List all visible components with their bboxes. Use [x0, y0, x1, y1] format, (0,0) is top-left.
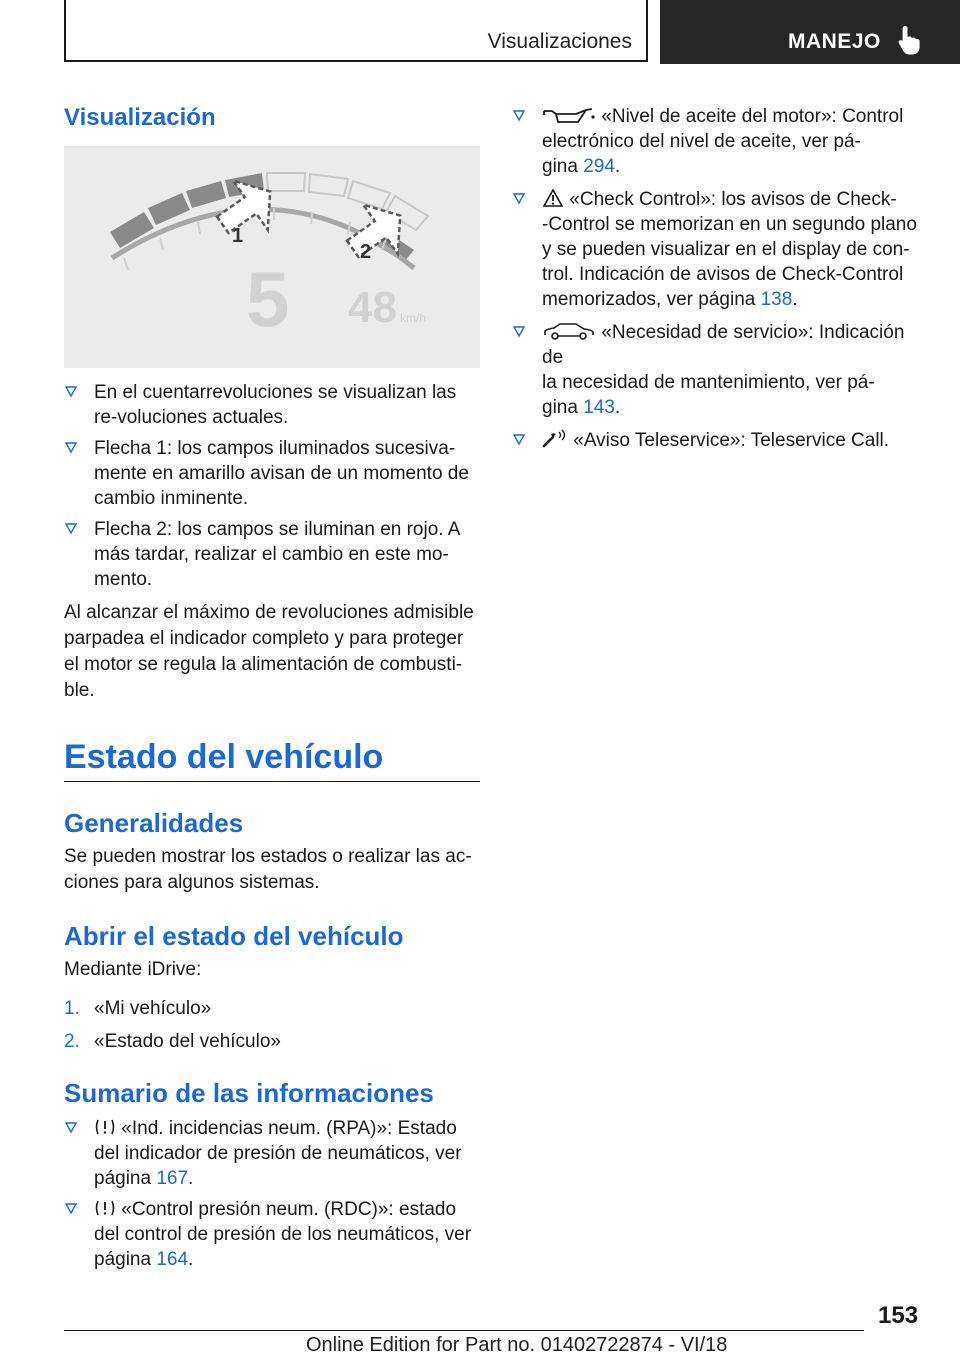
item-text-b: -Control se memorizan en un segundo plano y se pueden visualizar en el display de con-trol. Indicación de avisos de Check-Control memorizados, ver página	[542, 214, 917, 310]
page-number: 153	[878, 1302, 919, 1329]
bullet-triangle-icon	[512, 109, 526, 123]
bullet-triangle-icon	[64, 441, 78, 455]
tire-pressure-icon	[94, 1117, 116, 1137]
bullet-triangle-icon	[512, 325, 526, 339]
sumario-text-b: del control de presión de los neumáticos, ver	[94, 1224, 472, 1245]
bullet-triangle-icon	[64, 522, 78, 536]
arrow-1-label: 1	[232, 225, 244, 247]
heading-sumario: Sumario de las informaciones	[64, 1078, 434, 1108]
sumario-text-c: página	[94, 1168, 157, 1189]
item-text-a: «Nivel de aceite del motor»: Control	[601, 106, 904, 127]
footer-edition: Online Edition for Part no. 01402722874 - VI/18	[306, 1334, 728, 1356]
rev-counter-illustration	[64, 146, 480, 368]
list-item: «Check Control»: los avisos de Check- -Control se memorizan en un segundo plano y se pueden visualizar en el display de con-trol. Indicación de avisos de Check-Control memorizados, ver página 138.	[512, 187, 928, 312]
item-text-a: «Necesidad de servicio»: Indicación de	[542, 322, 905, 368]
bullet-triangle-icon	[512, 433, 526, 447]
step-number: 1.	[64, 998, 80, 1019]
car-service-icon	[542, 321, 596, 341]
item-text-b: electrónico del nivel de aceite, ver pá-	[542, 131, 861, 152]
page-link[interactable]: 143	[583, 397, 615, 418]
oil-can-icon	[542, 105, 596, 125]
list-item	[64, 517, 480, 592]
hand-pointer-icon	[896, 24, 924, 56]
heading-abrir: Abrir el estado del vehículo	[64, 921, 404, 951]
page-link[interactable]: 138	[760, 289, 793, 310]
generalidades-text: Se pueden mostrar los estados o realizar las ac-ciones para algunos sistemas.	[64, 846, 472, 893]
item-text-c: gina	[542, 397, 584, 418]
steps-list	[64, 996, 480, 1054]
list-item	[64, 996, 480, 1021]
item-text-a: «Aviso Teleservice»: Teleservice Call.	[573, 430, 890, 451]
sumario-list	[64, 1116, 480, 1272]
arrow-2-label: 2	[360, 241, 372, 263]
section-title: Visualizaciones	[487, 30, 632, 53]
page-link[interactable]: 167	[156, 1168, 189, 1189]
heading-visualizacion: Visualización	[64, 104, 216, 131]
paragraph-max-revs: Al alcanzar el máximo de revoluciones admisible parpadea el indicador completo y para proteger el motor se regula la alimentación de combusti-ble.	[64, 602, 474, 701]
bullet-triangle-icon	[64, 385, 78, 399]
list-item	[64, 436, 480, 511]
tire-pressure-icon	[94, 1198, 116, 1218]
chapter-title: MANEJO	[788, 30, 881, 53]
heading-generalidades: Generalidades	[64, 808, 244, 838]
list-item	[512, 428, 928, 453]
list-item: «Control presión neum. (RDC)»: estado del control de presión de los neumáticos, ver página 164.	[64, 1197, 480, 1272]
item-text-b: la necesidad de mantenimiento, ver pá-	[542, 372, 875, 393]
warning-triangle-icon	[542, 188, 564, 208]
speed-unit: km/h	[400, 311, 427, 325]
chapter-tab	[660, 0, 960, 64]
right-column	[512, 104, 928, 453]
step-number: 2.	[64, 1031, 80, 1052]
teleservice-icon	[542, 429, 568, 449]
page-link[interactable]: 294	[583, 156, 615, 177]
bullet-triangle-icon	[64, 1202, 78, 1216]
list-item: «Necesidad de servicio»: Indicación de la necesidad de mantenimiento, ver pá- gina 143.	[512, 320, 928, 420]
visualizacion-bullets	[64, 380, 480, 704]
list-item: «Nivel de aceite del motor»: Control electrónico del nivel de aceite, ver pá- gina 294.	[512, 104, 928, 179]
heading-rule	[64, 781, 480, 782]
list-item	[64, 1029, 480, 1054]
footer-rule	[64, 1330, 864, 1331]
list-item	[64, 380, 480, 430]
bullet-triangle-icon	[64, 1121, 78, 1135]
header-frame	[64, 0, 648, 62]
heading-estado: Estado del vehículo	[64, 738, 384, 776]
speed-readout: 48	[348, 283, 397, 332]
bullet-text: Flecha 1: los campos iluminados sucesiva-mente en amarillo avisan de un momento de cambio inminente.	[94, 438, 469, 509]
bullet-text: En el cuentarrevoluciones se visualizan las re-voluciones actuales.	[94, 382, 457, 428]
bullet-triangle-icon	[512, 192, 526, 206]
sumario-text-a: «Ind. incidencias neum. (RPA)»: Estado	[121, 1118, 457, 1139]
list-item: «Ind. incidencias neum. (RPA)»: Estado del indicador de presión de neumáticos, ver página 167.	[64, 1116, 480, 1191]
sumario-text-a: «Control presión neum. (RDC)»: estado	[121, 1199, 457, 1220]
step-text: «Estado del vehículo»	[94, 1031, 281, 1052]
sumario-text-b: del indicador de presión de neumáticos, ver	[94, 1143, 462, 1164]
page-link[interactable]: 164	[156, 1249, 189, 1270]
sumario-text-c: página	[94, 1249, 157, 1270]
abrir-text: Mediante iDrive:	[64, 959, 202, 980]
bullet-text: Flecha 2: los campos se iluminan en rojo. A más tardar, realizar el cambio en este mo-mento.	[94, 519, 460, 590]
step-text: «Mi vehículo»	[94, 998, 212, 1019]
item-text-a: «Check Control»: los avisos de Check-	[569, 189, 897, 210]
item-text-c: gina	[542, 156, 584, 177]
gear-indicator: 5	[246, 255, 290, 343]
